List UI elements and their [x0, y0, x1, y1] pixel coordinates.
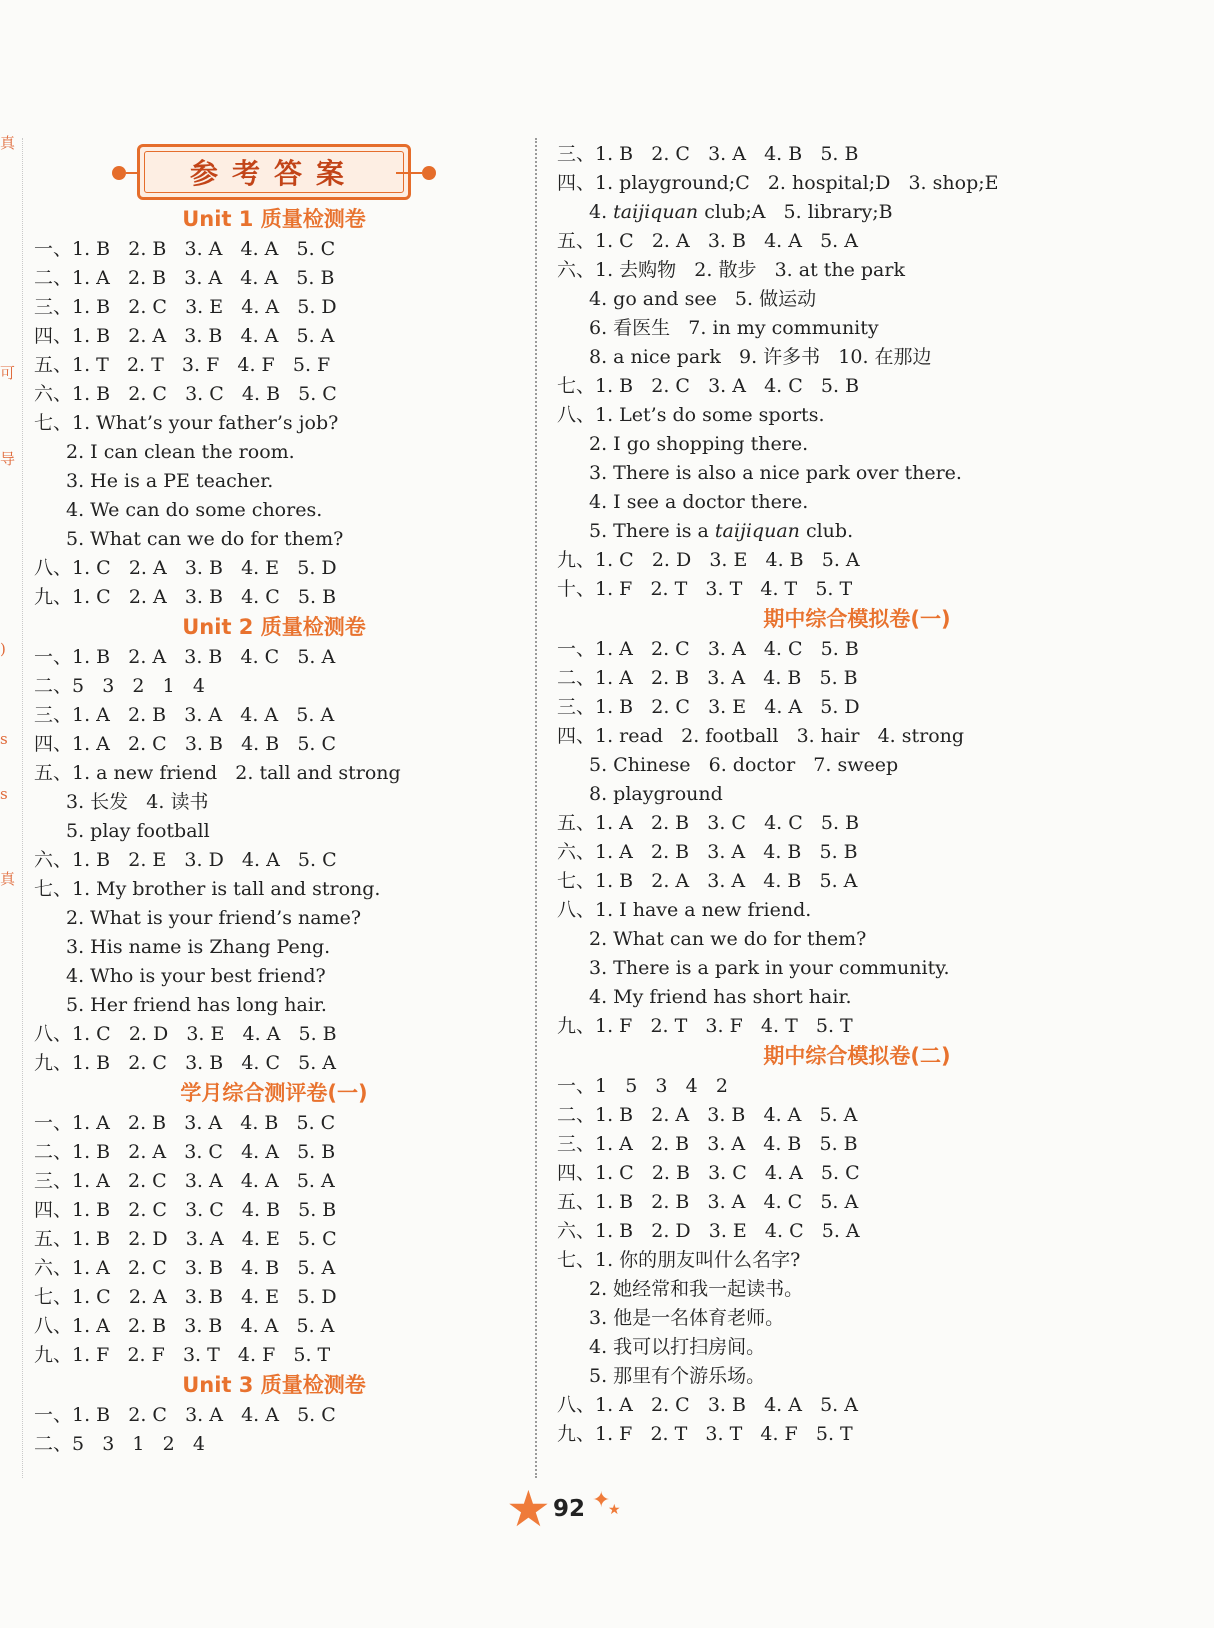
answer-line: 2. What can we do for them?: [589, 928, 867, 950]
answer-line: 二、1. A 2. B 3. A 4. A 5. B: [34, 267, 335, 289]
answer-line: 四、1. B 2. C 3. C 4. B 5. B: [34, 1199, 337, 1221]
answer-line: 四、1. playground;C 2. hospital;D 3. shop;E: [557, 172, 999, 194]
answer-line: 3. There is also a nice park over there.: [589, 462, 962, 484]
section-heading: Unit 3 质量检测卷: [182, 1373, 366, 1397]
answer-line: 4. go and see 5. 做运动: [589, 288, 817, 310]
section-heading: Unit 1 质量检测卷: [182, 207, 366, 231]
answer-line: 八、1. Let’s do some sports.: [557, 404, 825, 426]
answer-line: 八、1. I have a new friend.: [557, 899, 812, 921]
answer-line: 4. We can do some chores.: [66, 499, 323, 521]
answer-line: 2. 她经常和我一起读书。: [589, 1278, 804, 1300]
answer-line: 5. 那里有个游乐场。: [589, 1365, 766, 1387]
answer-line: 八、1. C 2. A 3. B 4. E 5. D: [34, 557, 337, 579]
answer-line: 九、1. F 2. T 3. T 4. F 5. T: [557, 1423, 853, 1445]
page-title: 参考答案: [189, 157, 358, 190]
answer-line: 九、1. B 2. C 3. B 4. C 5. A: [34, 1052, 337, 1074]
answer-line: 七、1. B 2. C 3. A 4. C 5. B: [557, 375, 860, 397]
answer-line: 七、1. 你的朋友叫什么名字?: [557, 1249, 801, 1271]
answer-line: 三、1. B 2. C 3. E 4. A 5. D: [34, 296, 337, 318]
answer-line: 八、1. C 2. D 3. E 4. A 5. B: [34, 1023, 337, 1045]
answer-line: 二、1. B 2. A 3. C 4. A 5. B: [34, 1141, 336, 1163]
answer-text: club.: [799, 520, 854, 542]
answer-line: 二、5 3 1 2 4: [34, 1433, 205, 1455]
answer-line: 九、1. F 2. F 3. T 4. F 5. T: [34, 1344, 331, 1366]
left-answer-list: [34, 204, 514, 1459]
answer-line: 6. 看医生 7. in my community: [589, 317, 879, 339]
answer-line: 三、1. A 2. B 3. A 4. B 5. B: [557, 1133, 858, 1155]
answer-line: 4. I see a doctor there.: [589, 491, 809, 513]
left-column: [34, 140, 514, 1459]
answer-line: 七、1. My brother is tall and strong.: [34, 878, 381, 900]
banner-line-right: [396, 172, 422, 174]
answer-line: 五、1. T 2. T 3. F 4. F 5. F: [34, 354, 331, 376]
answer-line: 五、1. B 2. D 3. A 4. E 5. C: [34, 1228, 337, 1250]
banner-dot-left: [112, 166, 126, 180]
answer-line: 九、1. F 2. T 3. F 4. T 5. T: [557, 1015, 853, 1037]
answer-line: 一、1 5 3 4 2: [557, 1075, 728, 1097]
banner-dot-right: [422, 166, 436, 180]
answer-line: 六、1. B 2. E 3. D 4. A 5. C: [34, 849, 337, 871]
answer-line: 一、1. A 2. C 3. A 4. C 5. B: [557, 638, 859, 660]
answer-line: 八、1. A 2. C 3. B 4. A 5. A: [557, 1394, 858, 1416]
section-heading: 期中综合模拟卷(一): [763, 607, 951, 631]
answer-line: 5. play football: [66, 820, 210, 842]
answer-line: 二、5 3 2 1 4: [34, 675, 205, 697]
answer-line: [557, 517, 1157, 546]
answer-line: 8. playground: [589, 783, 723, 805]
right-column: [557, 140, 1157, 1449]
answer-line: 4. Who is your best friend?: [66, 965, 326, 987]
answer-line: 七、1. B 2. A 3. A 4. B 5. A: [557, 870, 858, 892]
answer-line: 二、1. A 2. B 3. A 4. B 5. B: [557, 667, 858, 689]
answer-line: 3. 长发 4. 读书: [66, 791, 209, 813]
answer-line: 五、1. B 2. B 3. A 4. C 5. A: [557, 1191, 859, 1213]
answer-line: 八、1. A 2. B 3. B 4. A 5. A: [34, 1315, 335, 1337]
answer-line: 3. His name is Zhang Peng.: [66, 936, 331, 958]
answer-line: 3. 他是一名体育老师。: [589, 1307, 785, 1329]
answer-line: 五、1. a new friend 2. tall and strong: [34, 762, 401, 784]
answer-line: 九、1. C 2. A 3. B 4. C 5. B: [34, 586, 337, 608]
answer-line: 5. Her friend has long hair.: [66, 994, 327, 1016]
answer-line: 六、1. A 2. C 3. B 4. B 5. A: [34, 1257, 336, 1279]
answer-line: 一、1. A 2. B 3. A 4. B 5. C: [34, 1112, 336, 1134]
answer-line: 六、1. A 2. B 3. A 4. B 5. B: [557, 841, 858, 863]
answer-line: 2. I can clean the room.: [66, 441, 295, 463]
tiny-star-icon: ★: [608, 1502, 621, 1518]
italic-term: taijiquan: [714, 520, 800, 542]
answer-text: 4.: [589, 201, 614, 223]
answer-line: 5. Chinese 6. doctor 7. sweep: [589, 754, 899, 776]
page-number: 92: [553, 1496, 586, 1522]
answer-line: 四、1. B 2. A 3. B 4. A 5. A: [34, 325, 335, 347]
answer-line: 六、1. 去购物 2. 散步 3. at the park: [557, 259, 905, 281]
answer-line: 4. 我可以打扫房间。: [589, 1336, 766, 1358]
answer-line: 四、1. read 2. football 3. hair 4. strong: [557, 725, 965, 747]
answer-line: 三、1. A 2. C 3. A 4. A 5. A: [34, 1170, 335, 1192]
answer-line: 2. I go shopping there.: [589, 433, 809, 455]
answer-line: [557, 198, 1157, 227]
star-icon: ★: [506, 1480, 551, 1538]
page-footer: [0, 1478, 1214, 1538]
answer-line: 5. What can we do for them?: [66, 528, 344, 550]
section-heading: 期中综合模拟卷(二): [763, 1044, 951, 1068]
answer-text: club;A 5. library;B: [698, 201, 893, 223]
answer-line: 五、1. C 2. A 3. B 4. A 5. A: [557, 230, 858, 252]
right-answer-list: [557, 140, 1157, 1449]
answer-line: 一、1. B 2. C 3. A 4. A 5. C: [34, 1404, 336, 1426]
italic-term: taijiquan: [613, 201, 699, 223]
answer-line: 4. My friend has short hair.: [589, 986, 852, 1008]
answer-line: 六、1. B 2. D 3. E 4. C 5. A: [557, 1220, 860, 1242]
answer-line: 三、1. B 2. C 3. A 4. B 5. B: [557, 143, 859, 165]
answer-line: 七、1. What’s your father’s job?: [34, 412, 339, 434]
banner-box: [137, 144, 411, 200]
section-heading: Unit 2 质量检测卷: [182, 615, 366, 639]
section-heading: 学月综合测评卷(一): [180, 1081, 368, 1105]
answer-line: 一、1. B 2. A 3. B 4. C 5. A: [34, 646, 336, 668]
answer-line: 十、1. F 2. T 3. T 4. T 5. T: [557, 578, 853, 600]
answer-line: 九、1. C 2. D 3. E 4. B 5. A: [557, 549, 860, 571]
answer-line: 四、1. C 2. B 3. C 4. A 5. C: [557, 1162, 860, 1184]
answer-line: 3. He is a PE teacher.: [66, 470, 274, 492]
answer-line: 四、1. A 2. C 3. B 4. B 5. C: [34, 733, 337, 755]
answer-line: 五、1. A 2. B 3. C 4. C 5. B: [557, 812, 860, 834]
answer-line: 六、1. B 2. C 3. C 4. B 5. C: [34, 383, 337, 405]
answer-line: 二、1. B 2. A 3. B 4. A 5. A: [557, 1104, 858, 1126]
column-divider: [535, 138, 537, 1478]
small-star-icon: ✦: [592, 1488, 611, 1513]
answer-line: 3. There is a park in your community.: [589, 957, 950, 979]
answer-line: 2. What is your friend’s name?: [66, 907, 362, 929]
answer-key-banner: [34, 140, 514, 204]
answer-line: 七、1. C 2. A 3. B 4. E 5. D: [34, 1286, 337, 1308]
answer-line: 一、1. B 2. B 3. A 4. A 5. C: [34, 238, 336, 260]
answer-line: 三、1. A 2. B 3. A 4. A 5. A: [34, 704, 335, 726]
answer-line: 8. a nice park 9. 许多书 10. 在那边: [589, 346, 932, 368]
left-edge-bleed: 真 可 导 ) s s 真: [0, 134, 16, 888]
left-margin-line: [22, 138, 23, 1478]
answer-text: 5. There is a: [589, 520, 715, 542]
answer-line: 三、1. B 2. C 3. E 4. A 5. D: [557, 696, 860, 718]
